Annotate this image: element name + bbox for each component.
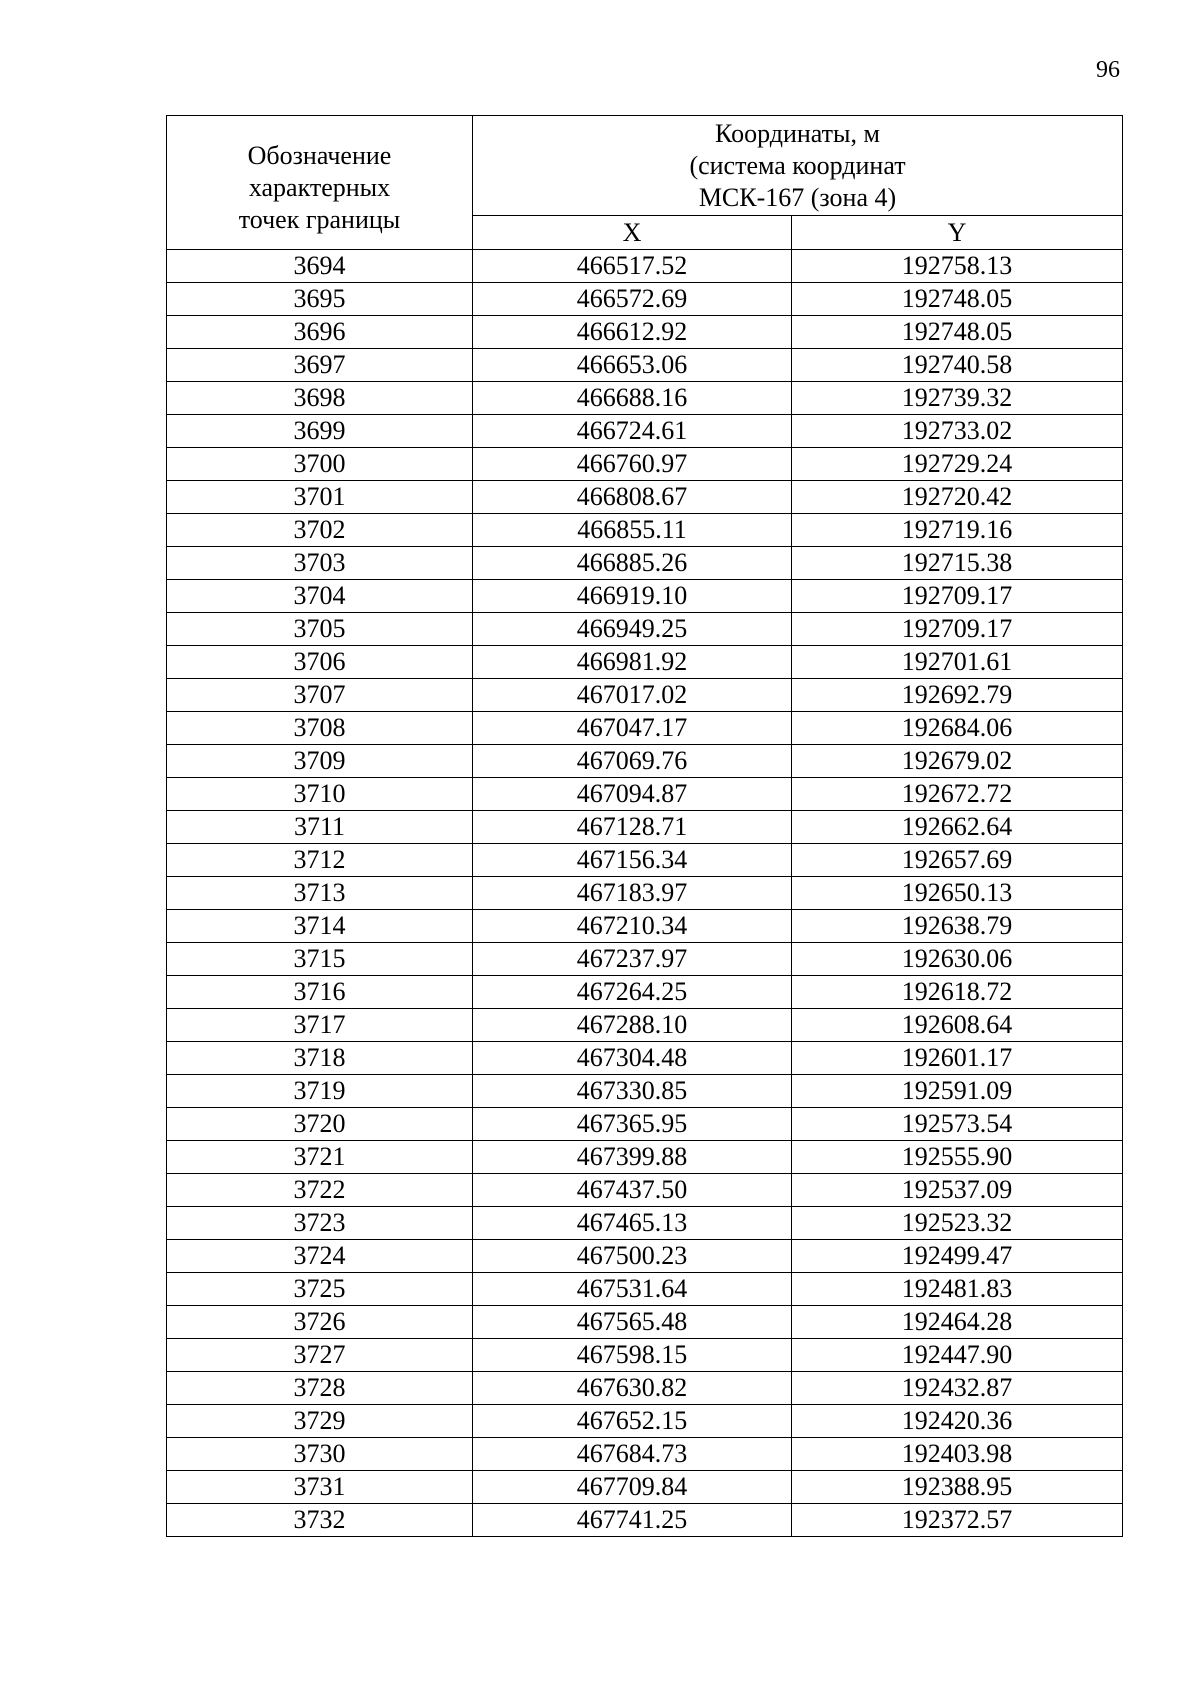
point-cell: 3703 <box>167 547 473 580</box>
point-cell: 3713 <box>167 877 473 910</box>
y-cell: 192672.72 <box>792 778 1123 811</box>
y-cell: 192739.32 <box>792 382 1123 415</box>
y-cell: 192403.98 <box>792 1438 1123 1471</box>
point-cell: 3720 <box>167 1108 473 1141</box>
x-cell: 466688.16 <box>473 382 792 415</box>
x-cell: 467017.02 <box>473 679 792 712</box>
x-cell: 467069.76 <box>473 745 792 778</box>
y-cell: 192608.64 <box>792 1009 1123 1042</box>
x-cell: 467500.23 <box>473 1240 792 1273</box>
y-cell: 192684.06 <box>792 712 1123 745</box>
x-cell: 466808.67 <box>473 481 792 514</box>
x-cell: 467652.15 <box>473 1405 792 1438</box>
x-cell: 467684.73 <box>473 1438 792 1471</box>
point-cell: 3723 <box>167 1207 473 1240</box>
y-cell: 192662.64 <box>792 811 1123 844</box>
point-cell: 3722 <box>167 1174 473 1207</box>
table-row <box>167 481 1123 514</box>
y-cell: 192601.17 <box>792 1042 1123 1075</box>
y-cell: 192618.72 <box>792 976 1123 1009</box>
x-cell: 467156.34 <box>473 844 792 877</box>
point-header-line: Обозначение <box>247 140 392 170</box>
point-cell: 3714 <box>167 910 473 943</box>
x-cell: 466981.92 <box>473 646 792 679</box>
point-cell: 3704 <box>167 580 473 613</box>
header-row-main <box>167 116 1123 216</box>
x-cell: 467094.87 <box>473 778 792 811</box>
x-cell: 467237.97 <box>473 943 792 976</box>
y-cell: 192481.83 <box>792 1273 1123 1306</box>
x-cell: 466653.06 <box>473 349 792 382</box>
table-row <box>167 910 1123 943</box>
point-cell: 3708 <box>167 712 473 745</box>
table-row <box>167 1504 1123 1537</box>
point-cell: 3699 <box>167 415 473 448</box>
y-cell: 192650.13 <box>792 877 1123 910</box>
y-cell: 192388.95 <box>792 1471 1123 1504</box>
x-cell: 467399.88 <box>473 1141 792 1174</box>
y-column-header: Y <box>792 216 1123 250</box>
table-row <box>167 1207 1123 1240</box>
table-row <box>167 1075 1123 1108</box>
y-cell: 192555.90 <box>792 1141 1123 1174</box>
point-cell: 3698 <box>167 382 473 415</box>
point-cell: 3710 <box>167 778 473 811</box>
table-row <box>167 745 1123 778</box>
point-cell: 3715 <box>167 943 473 976</box>
table-row <box>167 778 1123 811</box>
x-cell: 467465.13 <box>473 1207 792 1240</box>
point-designation-header <box>167 116 473 250</box>
x-cell: 467304.48 <box>473 1042 792 1075</box>
table-row <box>167 976 1123 1009</box>
x-cell: 466517.52 <box>473 250 792 283</box>
y-cell: 192740.58 <box>792 349 1123 382</box>
y-cell: 192372.57 <box>792 1504 1123 1537</box>
table-row <box>167 1273 1123 1306</box>
point-cell: 3731 <box>167 1471 473 1504</box>
point-cell: 3694 <box>167 250 473 283</box>
table-row <box>167 646 1123 679</box>
x-cell: 467709.84 <box>473 1471 792 1504</box>
table-row <box>167 547 1123 580</box>
table-row <box>167 679 1123 712</box>
point-cell: 3724 <box>167 1240 473 1273</box>
table-row <box>167 514 1123 547</box>
point-cell: 3727 <box>167 1339 473 1372</box>
table-row <box>167 349 1123 382</box>
x-cell: 467437.50 <box>473 1174 792 1207</box>
table-row <box>167 1306 1123 1339</box>
x-cell: 467531.64 <box>473 1273 792 1306</box>
table-row <box>167 382 1123 415</box>
table-row <box>167 316 1123 349</box>
point-cell: 3707 <box>167 679 473 712</box>
coords-header-line: Координаты, м <box>715 119 880 148</box>
point-cell: 3717 <box>167 1009 473 1042</box>
table-row <box>167 877 1123 910</box>
point-cell: 3711 <box>167 811 473 844</box>
y-cell: 192420.36 <box>792 1405 1123 1438</box>
point-cell: 3719 <box>167 1075 473 1108</box>
y-cell: 192719.16 <box>792 514 1123 547</box>
table-row <box>167 1141 1123 1174</box>
table-row <box>167 1009 1123 1042</box>
x-cell: 467365.95 <box>473 1108 792 1141</box>
y-cell: 192464.28 <box>792 1306 1123 1339</box>
table-row <box>167 712 1123 745</box>
table-row <box>167 1240 1123 1273</box>
point-cell: 3696 <box>167 316 473 349</box>
point-cell: 3709 <box>167 745 473 778</box>
point-cell: 3695 <box>167 283 473 316</box>
table-header <box>167 116 1123 250</box>
point-cell: 3732 <box>167 1504 473 1537</box>
y-cell: 192748.05 <box>792 283 1123 316</box>
x-cell: 466919.10 <box>473 580 792 613</box>
y-cell: 192573.54 <box>792 1108 1123 1141</box>
y-cell: 192709.17 <box>792 580 1123 613</box>
coordinates-header <box>473 116 1123 216</box>
y-cell: 192729.24 <box>792 448 1123 481</box>
table-row <box>167 1405 1123 1438</box>
y-cell: 192733.02 <box>792 415 1123 448</box>
table-row <box>167 283 1123 316</box>
y-cell: 192432.87 <box>792 1372 1123 1405</box>
x-cell: 466572.69 <box>473 283 792 316</box>
x-cell: 467741.25 <box>473 1504 792 1537</box>
table-row <box>167 943 1123 976</box>
y-cell: 192715.38 <box>792 547 1123 580</box>
point-cell: 3725 <box>167 1273 473 1306</box>
x-cell: 467565.48 <box>473 1306 792 1339</box>
y-cell: 192447.90 <box>792 1339 1123 1372</box>
y-cell: 192709.17 <box>792 613 1123 646</box>
point-cell: 3718 <box>167 1042 473 1075</box>
x-cell: 467598.15 <box>473 1339 792 1372</box>
x-cell: 467128.71 <box>473 811 792 844</box>
table-row <box>167 1471 1123 1504</box>
table-row <box>167 1108 1123 1141</box>
x-cell: 467210.34 <box>473 910 792 943</box>
point-cell: 3721 <box>167 1141 473 1174</box>
x-column-header: X <box>473 216 792 250</box>
point-cell: 3726 <box>167 1306 473 1339</box>
point-cell: 3730 <box>167 1438 473 1471</box>
table-row <box>167 811 1123 844</box>
x-cell: 466949.25 <box>473 613 792 646</box>
y-cell: 192537.09 <box>792 1174 1123 1207</box>
point-cell: 3702 <box>167 514 473 547</box>
x-cell: 466612.92 <box>473 316 792 349</box>
x-cell: 467183.97 <box>473 877 792 910</box>
table-row <box>167 844 1123 877</box>
table-row <box>167 1174 1123 1207</box>
y-cell: 192679.02 <box>792 745 1123 778</box>
table-row <box>167 1438 1123 1471</box>
x-cell: 466724.61 <box>473 415 792 448</box>
y-cell: 192591.09 <box>792 1075 1123 1108</box>
x-cell: 467330.85 <box>473 1075 792 1108</box>
y-cell: 192499.47 <box>792 1240 1123 1273</box>
table-row <box>167 1339 1123 1372</box>
y-cell: 192720.42 <box>792 481 1123 514</box>
table-row <box>167 448 1123 481</box>
point-cell: 3716 <box>167 976 473 1009</box>
y-cell: 192657.69 <box>792 844 1123 877</box>
x-cell: 467630.82 <box>473 1372 792 1405</box>
y-cell: 192748.05 <box>792 316 1123 349</box>
y-cell: 192692.79 <box>792 679 1123 712</box>
table-row <box>167 613 1123 646</box>
coordinates-table <box>166 115 1123 1537</box>
point-cell: 3728 <box>167 1372 473 1405</box>
table-row <box>167 1372 1123 1405</box>
point-cell: 3701 <box>167 481 473 514</box>
point-cell: 3700 <box>167 448 473 481</box>
x-cell: 467288.10 <box>473 1009 792 1042</box>
point-cell: 3729 <box>167 1405 473 1438</box>
table-body <box>167 250 1123 1537</box>
coords-header-line: (система координат <box>689 151 906 180</box>
x-cell: 466855.11 <box>473 514 792 547</box>
y-cell: 192701.61 <box>792 646 1123 679</box>
y-cell: 192630.06 <box>792 943 1123 976</box>
x-cell: 466760.97 <box>473 448 792 481</box>
page-number: 96 <box>1096 57 1120 83</box>
x-cell: 467264.25 <box>473 976 792 1009</box>
point-cell: 3705 <box>167 613 473 646</box>
y-cell: 192523.32 <box>792 1207 1123 1240</box>
point-cell: 3706 <box>167 646 473 679</box>
coords-header-line: МСК-167 (зона 4) <box>698 183 897 212</box>
point-cell: 3697 <box>167 349 473 382</box>
table-row <box>167 250 1123 283</box>
table-row <box>167 415 1123 448</box>
table-row <box>167 1042 1123 1075</box>
point-header-line: характерных <box>248 172 391 202</box>
point-cell: 3712 <box>167 844 473 877</box>
x-cell: 466885.26 <box>473 547 792 580</box>
x-cell: 467047.17 <box>473 712 792 745</box>
point-header-line: точек границы <box>238 204 401 234</box>
y-cell: 192638.79 <box>792 910 1123 943</box>
y-cell: 192758.13 <box>792 250 1123 283</box>
table-row <box>167 580 1123 613</box>
